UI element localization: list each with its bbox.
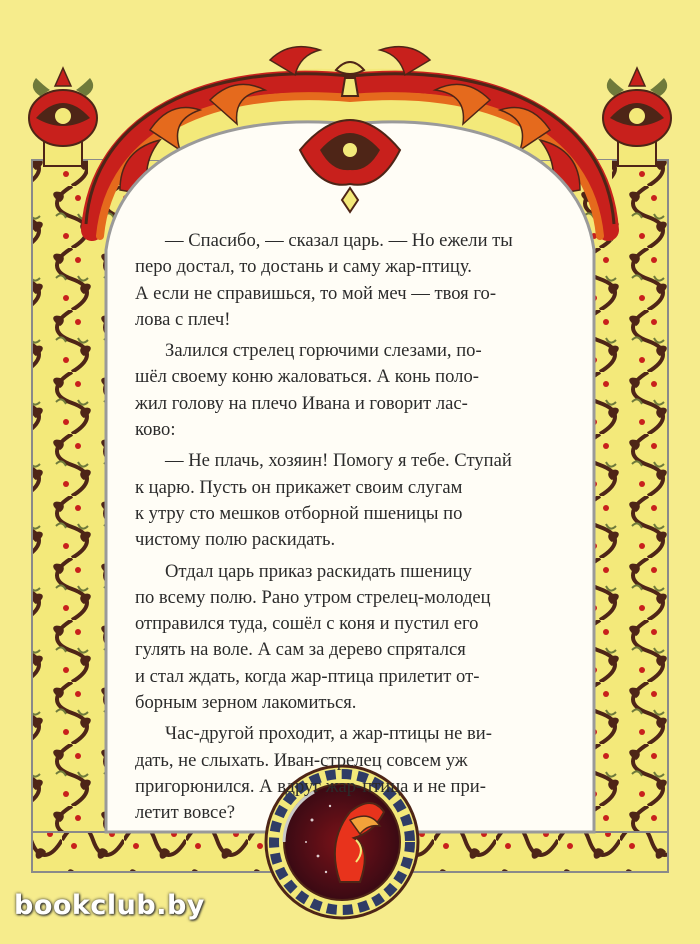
paragraph: — Спасибо, — сказал царь. — Но ежели ты перо достал, то достань и саму жар-птицу. А если не справишься, то мой меч — твоя го- лова с плеч! xyxy=(135,230,513,330)
paragraph: Залился стрелец горючими слезами, по- шёл своему коню жаловаться. А конь поло- жил голову на плечо Ивана и говорит лас- ково: xyxy=(135,340,482,441)
flower-finial-ornament-right xyxy=(603,68,671,166)
paragraph: Час-другой проходит, а жар-птицы не ви- дать, не слыхать. Иван-стрелец совсем уж пригорюнился. А вдруг жар-птица и не при- летит вовсе? xyxy=(135,723,492,824)
story-text xyxy=(135,228,565,832)
paragraph: — Не плачь, хозяин! Помогу я тебе. Ступай к царю. Пусть он прикажет своим слугам к утру сто мешков отборной пшеницы по чистому полю раскидать. xyxy=(135,450,512,551)
paragraph: Отдал царь приказ раскидать пшеницу по всему полю. Рано утром стрелец-молодец отправился туда, сошёл с коня и пустил его гулять на воле. А сам за дерево спрятался и стал ждать, когда жар-птица прилетит от- борным зерном лакомиться. xyxy=(135,560,491,714)
flower-finial-ornament-left xyxy=(29,68,97,166)
site-watermark: bookclub.by xyxy=(14,890,205,921)
